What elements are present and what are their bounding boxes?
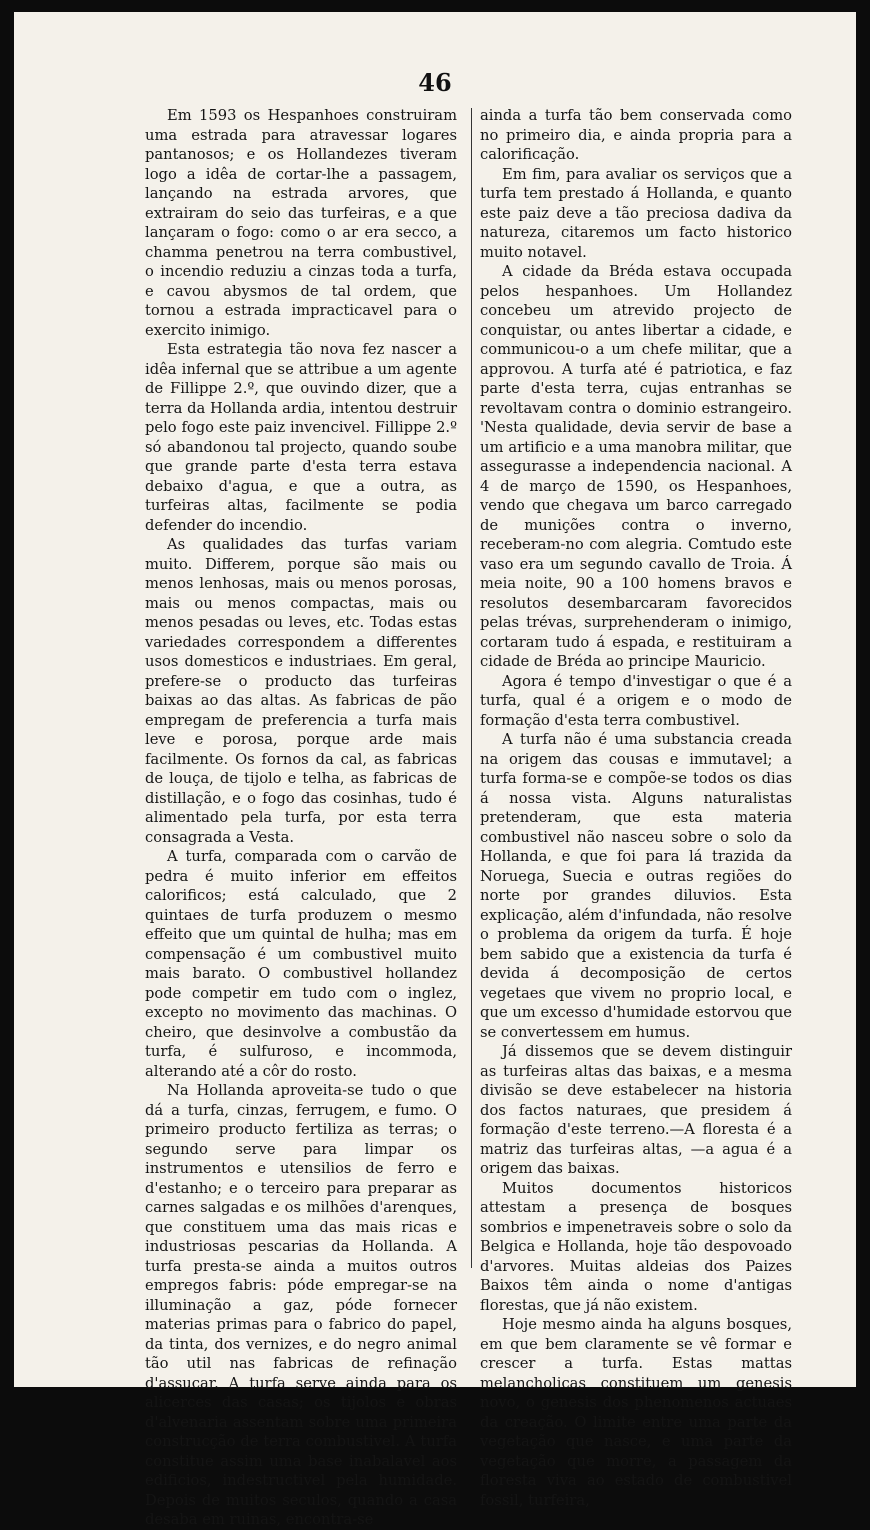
- paragraph: As qualidades das turfas variam muito. Differem, porque são mais ou menos lenhosas, mais ou menos porosas, mais ou menos compactas, mais ou menos pesadas ou leves, etc. Todas estas variedades correspondem a differentes usos domesticos e industriaes. Em geral, prefere-se o producto das turfeiras baixas ao das altas. As fabricas de pão empregam de preferencia a turfa mais leve e porosa, porque arde mais facilmente. Os fornos da cal, as fabricas de louça, de tijolo e telha, as fabricas de distillação, e o fogo das cosinhas, tudo é alimentado pela turfa, por esta terra consagrada a Vesta.: [145, 536, 457, 846]
- left-column: [145, 106, 457, 1530]
- paragraph: Em 1593 os Hespanhoes construiram uma estrada para atravessar logares pantanosos; e os Hollandezes tiveram logo a idêa de cortar-lhe a passagem, lançando na estrada arvores, que extrairam do seio das turfeiras, e a que lançaram o fogo: como o ar era secco, a chamma penetrou na terra combustivel, o incendio reduziu a cinzas toda a turfa, e cavou abysmos de tal ordem, que tornou a estrada impracticavel para o exercito inimigo.: [145, 107, 457, 339]
- paragraph: Em fim, para avaliar os serviços que a turfa tem prestado á Hollanda, e quanto este paiz deve a tão preciosa dadiva da natureza, citaremos um facto historico muito notavel.: [480, 165, 792, 261]
- paragraph: A cidade da Bréda estava occupada pelos hespanhoes. Um Hollandez concebeu um atrevido projecto de conquistar, ou antes libertar a cidade, e communicou-o a um chefe militar, que a approvou. A turfa até é patriotica, e faz parte d'esta terra, cujas entranhas se revoltavam contra o dominio estrangeiro. 'Nesta qualidade, devia servir de base a um artificio e a uma manobra militar, que assegurasse a independencia nacional. A 4 de março de 1590, os Hespanhoes, vendo que chegava um barco carregado de munições contra o inverno, receberam-no com alegria. Comtudo este vaso era um segundo cavallo de Troia. Á meia noite, 90 a 100 homens bravos e resolutos desembarcaram favorecidos pelas trévas, surprehenderam o inimigo, cortaram tudo á espada, e restituiram a cidade de Bréda ao principe Mauricio.: [480, 263, 792, 670]
- paragraph: Agora é tempo d'investigar o que é a turfa, qual é a origem e o modo de formação d'esta terra combustivel.: [480, 672, 792, 729]
- paragraph: Já dissemos que se devem distinguir as turfeiras altas das baixas, e a mesma divisão se deve estabelecer na historia dos factos naturaes, que presidem á formação d'este terreno.—A floresta é a matriz das turfeiras altas, —a agua é a origem das baixas.: [480, 1043, 792, 1177]
- paragraph: Hoje mesmo ainda ha alguns bosques, em que bem claramente se vê formar e crescer a turfa. Estas mattas melancholicas constituem um genesis novo, o genesis dos phenomenos actuaes da creação. O limite entre uma parte da vegetação que nasce, e uma parte da vegetação que morre, a passagem da floresta viva ao estado de combustivel fossil, turfeira,: [480, 1316, 792, 1509]
- paragraph: A turfa não é uma substancia creada na origem das cousas e immutavel; a turfa forma-se e compõe-se todos os dias á nossa vista. Alguns naturalistas pretenderam, que esta materia combustivel não nasceu sobre o solo da Hollanda, e que foi para lá trazida da Noruega, Suecia e outras regiões do norte por grandes diluvios. Esta explicação, além d'infundada, não resolve o problema da origem da turfa. É hoje bem sabido que a existencia da turfa é devida á decomposição de certos vegetaes que vivem no proprio local, e que um excesso d'humidade estorvou que se convertessem em humus.: [480, 731, 792, 1041]
- book-page: [14, 12, 856, 1528]
- column-divider: [471, 108, 472, 1268]
- right-column: [480, 106, 792, 1510]
- paragraph: Esta estrategia tão nova fez nascer a idêa infernal que se attribue a um agente de Fillippe 2.º, que ouvindo dizer, que a terra da Hollanda ardia, intentou destruir pelo fogo este paiz invencivel. Fillippe 2.º só abandonou tal projecto, quando soube que grande parte d'esta terra estava debaixo d'agua, e que a outra, as turfeiras altas, facilmente se podia defender do incendio.: [145, 341, 457, 534]
- paragraph-continued: ainda a turfa tão bem conservada como no primeiro dia, e ainda propria para a calorificação.: [480, 107, 792, 163]
- paragraph: Na Hollanda aproveita-se tudo o que dá a turfa, cinzas, ferrugem, e fumo. O primeiro producto fertiliza as terras; o segundo serve para limpar os instrumentos e utensilios de ferro e d'estanho; e o terceiro para preparar as carnes salgadas e os milhões d'arenques, que constituem uma das mais ricas e industriosas pescarias da Hollanda. A turfa presta-se ainda a muitos outros empregos fabris: póde empregar-se na illuminação a gaz, póde fornecer materias primas para o fabrico do papel, da tinta, dos vernizes, e do negro animal tão util nas fabricas de refinação d'assucar. A turfa serve ainda para os alicerces das casas; os tijolos e obras d'alvenaria assentam sobre uma primeira construcção de terra combustivel. A turfa constitue assim uma base inabalavel aos edificios, indestructivel pela humidade. Depois de muitos seculos, quando a casa desaba em ruinas, encontra-se: [145, 1082, 457, 1528]
- paragraph: A turfa, comparada com o carvão de pedra é muito inferior em effeitos calorificos; está calculado, que 2 quintaes de turfa produzem o mesmo effeito que um quintal de hulha; mas em compensação é um combustivel muito mais barato. O combustivel hollandez pode competir em tudo com o inglez, excepto no movimento das machinas. O cheiro, que desinvolve a combustão da turfa, é sulfuroso, e incommoda, alterando até a côr do rosto.: [145, 848, 457, 1080]
- paragraph: Muitos documentos historicos attestam a presença de bosques sombrios e impenetraveis sobre o solo da Belgica e Hollanda, hoje tão despovoado d'arvores. Muitas aldeias dos Paizes Baixos têm ainda o nome d'antigas florestas, que já não existem.: [480, 1179, 792, 1314]
- page-number: 46: [418, 68, 452, 97]
